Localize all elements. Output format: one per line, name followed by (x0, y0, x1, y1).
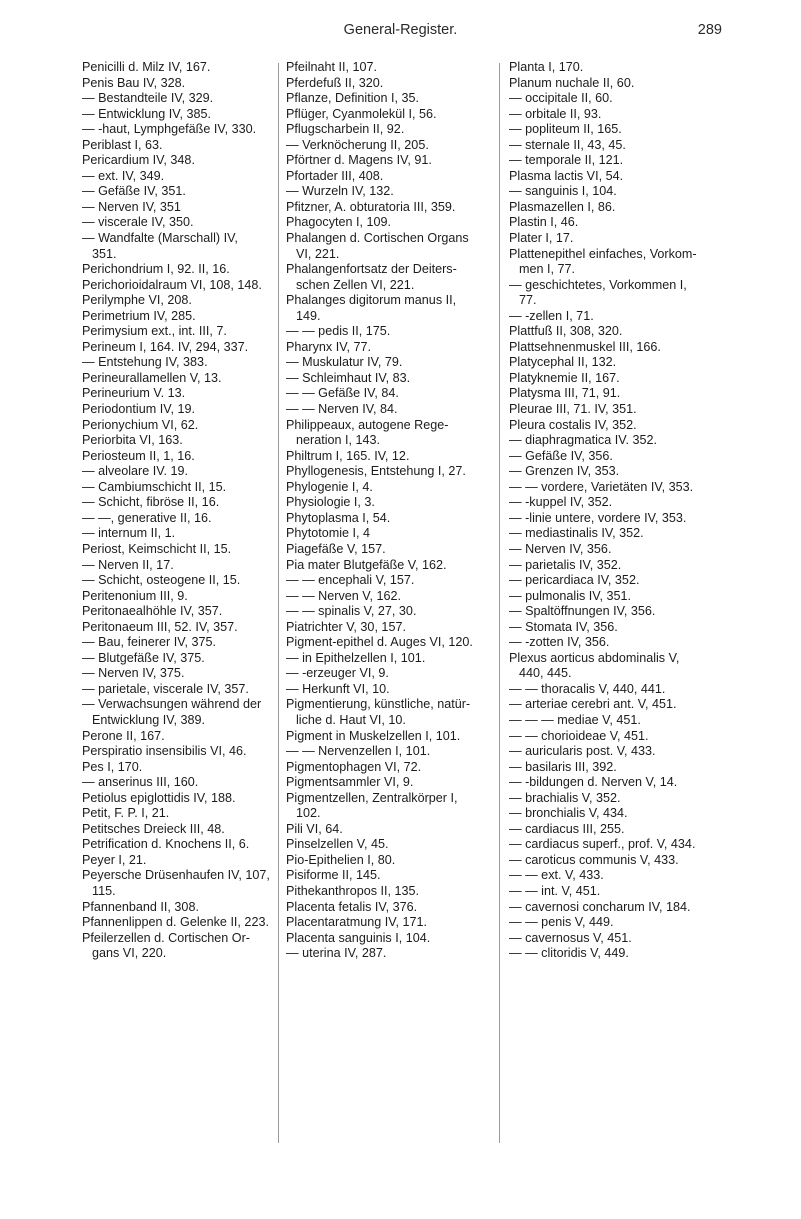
index-entry: — diaphragmatica IV. 352. (509, 433, 657, 448)
index-entry: VI, 221. (296, 246, 340, 261)
index-entry: — — Gefäße IV, 84. (286, 386, 399, 401)
index-entry: — alveolare IV. 19. (82, 464, 188, 479)
index-entry: Perimetrium IV, 285. (82, 308, 196, 323)
index-entry: — viscerale IV, 350. (82, 215, 194, 230)
running-title: General-Register. (343, 22, 458, 38)
index-entry: — Nerven IV, 351 (82, 199, 181, 214)
index-entry: — Cambiumschicht II, 15. (82, 479, 227, 494)
index-entry: — arteriae cerebri ant. V, 451. (509, 697, 677, 712)
index-entry: 351. (92, 246, 117, 261)
index-entry: neration I, 143. (296, 433, 381, 448)
index-entry: — geschichtetes, Vorkommen I, (509, 277, 687, 292)
running-head (0, 22, 801, 42)
index-entry: — Verknöcherung II, 205. (286, 137, 429, 152)
index-entry: Phyllogenesis, Entstehung I, 27. (286, 464, 466, 479)
index-entry: — caroticus communis V, 433. (509, 852, 679, 867)
index-entry: — Bestandteile IV, 329. (82, 91, 214, 106)
index-entry: Plexus aorticus abdominalis V, (509, 650, 680, 665)
index-entry: Periodontium IV, 19. (82, 402, 195, 417)
index-entry: Pigmentzellen, Zentralkörper I, (286, 790, 458, 805)
index-entry: 77. (519, 293, 537, 308)
index-entry: Pfeilnaht II, 107. (286, 60, 378, 74)
index-entry: — cardiacus III, 255. (509, 821, 625, 836)
index-entry: Pigmentophagen VI, 72. (286, 759, 422, 774)
index-entry: — temporale II, 121. (509, 153, 624, 168)
index-entry: — -bildungen d. Nerven V, 14. (509, 775, 678, 790)
index-entry: — Herkunft VI, 10. (286, 681, 390, 696)
index-entry: Phagocyten I, 109. (286, 215, 392, 230)
index-entry: Pleura costalis IV, 352. (509, 417, 637, 432)
index-entry: Perineum I, 164. IV, 294, 337. (82, 339, 249, 354)
index-entry: Perineurium V. 13. (82, 386, 186, 401)
index-entry: — Gefäße IV, 351. (82, 184, 186, 199)
column-rule-2 (499, 63, 500, 1143)
index-entry: Physiologie I, 3. (286, 495, 375, 510)
index-entry: Pithekanthropos II, 135. (286, 883, 420, 898)
index-entry: Pia mater Blutgefäße V, 162. (286, 557, 447, 572)
index-entry: — Schleimhaut IV, 83. (286, 370, 411, 385)
index-entry: — sanguinis I, 104. (509, 184, 617, 199)
index-entry: Peritonaeum III, 52. IV, 357. (82, 619, 238, 634)
index-entry: — Blutgefäße IV, 375. (82, 650, 205, 665)
index-entry: Peyer I, 21. (82, 852, 147, 867)
index-entry: Perspiratio insensibilis VI, 46. (82, 744, 247, 759)
index-entry: 115. (92, 883, 116, 898)
index-entry: Pflugscharbein II, 92. (286, 122, 405, 137)
index-entry: Penicilli d. Milz IV, 167. (82, 60, 211, 74)
index-entry: — ext. IV, 349. (82, 168, 165, 183)
index-column-2 (286, 60, 486, 962)
index-entry: Petitsches Dreieck III, 48. (82, 821, 225, 836)
index-entry: Perimysium ext., int. III, 7. (82, 324, 227, 339)
index-entry: — auricularis post. V, 433. (509, 744, 656, 759)
index-entry: — uterina IV, 287. (286, 946, 387, 961)
index-entry: — Spaltöffnungen IV, 356. (509, 604, 656, 619)
index-entry: Pio-Epithelien I, 80. (286, 852, 396, 867)
index-entry: Placenta fetalis IV, 376. (286, 899, 418, 914)
index-entry: schen Zellen VI, 221. (296, 277, 415, 292)
index-entry: Petit, F. P. I, 21. (82, 806, 170, 821)
index-entry: 102. (296, 806, 321, 821)
index-entry: — popliteum II, 165. (509, 122, 622, 137)
index-entry: Plattenepithel einfaches, Vorkom- (509, 246, 697, 261)
index-entry: Placenta sanguinis I, 104. (286, 930, 431, 945)
index-entry: — — spinalis V, 27, 30. (286, 604, 417, 619)
index-column-1 (82, 60, 277, 962)
index-entry: — Stomata IV, 356. (509, 619, 618, 634)
index-entry: — Grenzen IV, 353. (509, 464, 620, 479)
index-entry: — sternale II, 43, 45. (509, 137, 626, 152)
index-entry: — parietalis IV, 352. (509, 557, 622, 572)
index-entry: Pfannenlippen d. Gelenke II, 223. (82, 915, 269, 930)
index-entry: Peritenonium III, 9. (82, 588, 188, 603)
index-entry: Perone II, 167. (82, 728, 165, 743)
index-entry: — -haut, Lymphgefäße IV, 330. (82, 122, 257, 137)
index-entry: Pharynx IV, 77. (286, 339, 371, 354)
index-entry: — — Nerven V, 162. (286, 588, 402, 603)
index-entry: Plastin I, 46. (509, 215, 579, 230)
index-entry: — -kuppel IV, 352. (509, 495, 613, 510)
index-entry: Pigment-epithel d. Auges VI, 120. (286, 635, 473, 650)
index-entry: Phalangenfortsatz der Deiters- (286, 262, 457, 277)
index-entry: — -erzeuger VI, 9. (286, 666, 389, 681)
index-entry: — — penis V, 449. (509, 915, 614, 930)
index-entry: Pflanze, Definition I, 35. (286, 91, 420, 106)
index-entry: — occipitale II, 60. (509, 91, 613, 106)
index-entry: Perichorioidalraum VI, 108, 148. (82, 277, 262, 292)
index-entry: — — pedis II, 175. (286, 324, 391, 339)
column-rule-1 (278, 63, 279, 1143)
index-entry: Pigmentsammler VI, 9. (286, 775, 414, 790)
index-entry: — basilaris III, 392. (509, 759, 617, 774)
index-entry: — Nerven II, 17. (82, 557, 174, 572)
index-entry: — orbitale II, 93. (509, 106, 602, 121)
index-entry: — — vordere, Varietäten IV, 353. (509, 479, 694, 494)
index-entry: — cavernosus V, 451. (509, 930, 632, 945)
index-entry: Plater I, 17. (509, 231, 574, 246)
index-entry: — -zotten IV, 356. (509, 635, 610, 650)
index-entry: Phalanges digitorum manus II, (286, 293, 457, 308)
index-entry: — Muskulatur IV, 79. (286, 355, 403, 370)
index-entry: Periost, Keimschicht II, 15. (82, 541, 232, 556)
index-entry: — — — mediae V, 451. (509, 712, 641, 727)
index-entry: Pfortader III, 408. (286, 168, 384, 183)
index-entry: — Wurzeln IV, 132. (286, 184, 394, 199)
index-entry: — Nerven IV, 356. (509, 541, 612, 556)
index-entry: — Bau, feinerer IV, 375. (82, 635, 216, 650)
index-entry: Planum nuchale II, 60. (509, 75, 635, 90)
index-entry: Phytoplasma I, 54. (286, 510, 391, 525)
index-entry: Perilymphe VI, 208. (82, 293, 192, 308)
index-entry: — Entwicklung IV, 385. (82, 106, 212, 121)
index-entry: Entwicklung IV, 389. (92, 712, 205, 727)
index-entry: — — Nervenzellen I, 101. (286, 744, 431, 759)
index-entry: Petiolus epiglottidis IV, 188. (82, 790, 236, 805)
index-entry: 440, 445. (519, 666, 572, 681)
index-entry: Perineurallamellen V, 13. (82, 370, 222, 385)
index-entry: Periosteum II, 1, 16. (82, 448, 195, 463)
index-entry: — Entstehung IV, 383. (82, 355, 208, 370)
index-entry: — cavernosi concharum IV, 184. (509, 899, 691, 914)
index-entry: — — encephali V, 157. (286, 573, 415, 588)
index-column-3 (509, 60, 709, 962)
index-entry: Philippeaux, autogene Rege- (286, 417, 449, 432)
index-entry: — -zellen I, 71. (509, 308, 594, 323)
index-entry: Pförtner d. Magens IV, 91. (286, 153, 432, 168)
index-entry: Pili VI, 64. (286, 821, 343, 836)
index-entry: Placentaratmung IV, 171. (286, 915, 427, 930)
index-entry: — Schicht, fibröse II, 16. (82, 495, 220, 510)
index-entry: Pferdefuß II, 320. (286, 75, 384, 90)
index-entry: Pericardium IV, 348. (82, 153, 195, 168)
index-entry: Pigmentierung, künstliche, natür- (286, 697, 471, 712)
index-entry: Peritonaealhöhle IV, 357. (82, 604, 223, 619)
index-entry: — Wandfalte (Marschall) IV, (82, 231, 238, 246)
index-entry: — Verwachsungen während der (82, 697, 262, 712)
index-entry: Pes I, 170. (82, 759, 143, 774)
index-entry: — mediastinalis IV, 352. (509, 526, 644, 541)
index-entry: Perionychium VI, 62. (82, 417, 199, 432)
index-entry: — — Nerven IV, 84. (286, 402, 398, 417)
index-entry: — bronchialis V, 434. (509, 806, 628, 821)
index-entry: Pfannenband II, 308. (82, 899, 199, 914)
index-entry: Pigment in Muskelzellen I, 101. (286, 728, 461, 743)
index-entry: gans VI, 220. (92, 946, 167, 961)
index-entry: Penis Bau IV, 328. (82, 75, 186, 90)
index-entry: — anserinus III, 160. (82, 775, 199, 790)
index-entry: Platycephal II, 132. (509, 355, 617, 370)
index-entry: 149. (296, 308, 321, 323)
index-entry: Periblast I, 63. (82, 137, 163, 152)
index-entry: — Gefäße IV, 356. (509, 448, 613, 463)
index-entry: — — clitoridis V, 449. (509, 946, 629, 961)
index-entry: Pinselzellen V, 45. (286, 837, 389, 852)
index-entry: — Schicht, osteogene II, 15. (82, 573, 241, 588)
index-entry: Perichondrium I, 92. II, 16. (82, 262, 230, 277)
index-entry: — parietale, viscerale IV, 357. (82, 681, 249, 696)
index-entry: Pfeilerzellen d. Cortischen Or- (82, 930, 250, 945)
index-entry: Pfitzner, A. obturatoria III, 359. (286, 199, 456, 214)
index-entry: — internum II, 1. (82, 526, 176, 541)
index-entry: Plasmazellen I, 86. (509, 199, 616, 214)
index-entry: liche d. Haut VI, 10. (296, 712, 406, 727)
index-entry: — pulmonalis IV, 351. (509, 588, 632, 603)
index-entry: Pflüger, Cyanmolekül I, 56. (286, 106, 437, 121)
index-entry: — —, generative II, 16. (82, 510, 212, 525)
page-number: 289 (697, 22, 722, 38)
index-entry: Plattsehnenmuskel III, 166. (509, 339, 661, 354)
index-entry: — — int. V, 451. (509, 883, 601, 898)
index-entry: Plattfuß II, 308, 320. (509, 324, 623, 339)
index-entry: Plasma lactis VI, 54. (509, 168, 624, 183)
index-entry: Petrification d. Knochens II, 6. (82, 837, 250, 852)
index-entry: Planta I, 170. (509, 60, 584, 74)
index-entry: — — chorioideae V, 451. (509, 728, 649, 743)
index-entry: Pleurae III, 71. IV, 351. (509, 402, 637, 417)
index-entry: — -linie untere, vordere IV, 353. (509, 510, 687, 525)
index-entry: — in Epithelzellen I, 101. (286, 650, 426, 665)
index-entry: — cardiacus superf., prof. V, 434. (509, 837, 696, 852)
index-entry: Piatrichter V, 30, 157. (286, 619, 406, 634)
index-entry: — Nerven IV, 375. (82, 666, 185, 681)
index-entry: Platyknemie II, 167. (509, 370, 620, 385)
index-entry: Phalangen d. Cortischen Organs (286, 231, 469, 246)
index-entry: Phylogenie I, 4. (286, 479, 373, 494)
index-entry: Platysma III, 71, 91. (509, 386, 621, 401)
index-entry: Philtrum I, 165. IV, 12. (286, 448, 410, 463)
index-entry: Peyersche Drüsenhaufen IV, 107, (82, 868, 270, 883)
index-entry: Piagefäße V, 157. (286, 541, 386, 556)
index-entry: Periorbita VI, 163. (82, 433, 183, 448)
index-entry: — brachialis V, 352. (509, 790, 621, 805)
index-entry: — — ext. V, 433. (509, 868, 604, 883)
index-entry: — pericardiaca IV, 352. (509, 573, 640, 588)
index-entry: Phytotomie I, 4 (286, 526, 370, 541)
index-entry: men I, 77. (519, 262, 576, 277)
index-entry: Pisiforme II, 145. (286, 868, 381, 883)
index-entry: — — thoracalis V, 440, 441. (509, 681, 666, 696)
